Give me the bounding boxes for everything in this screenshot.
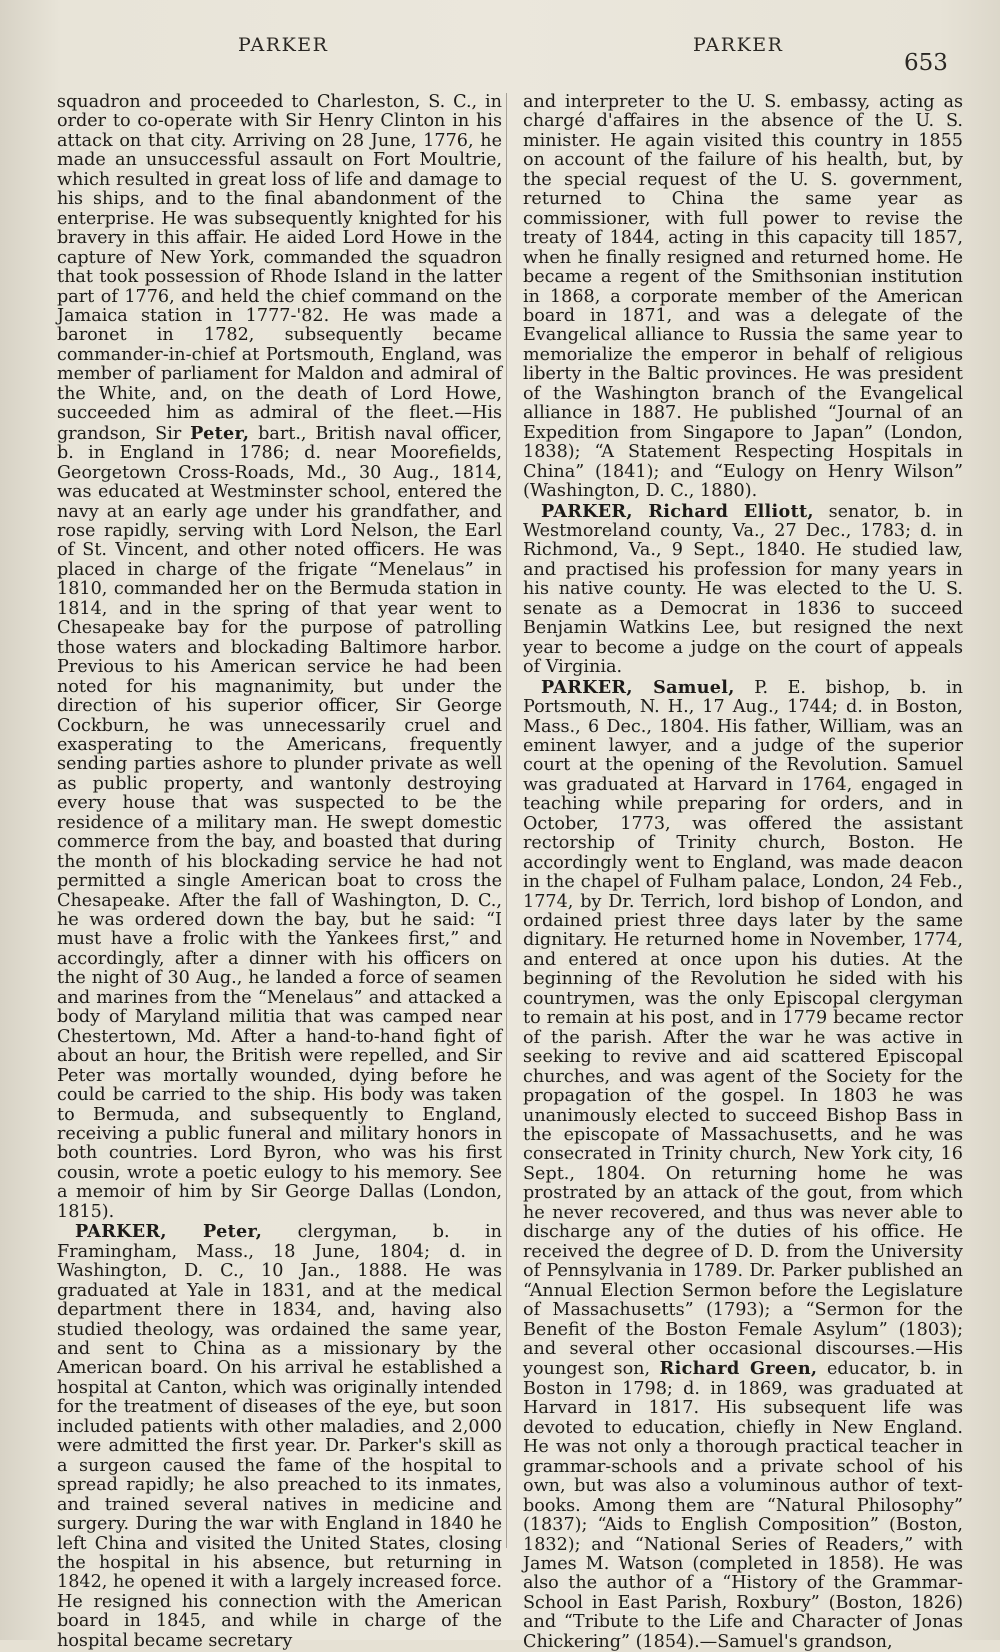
paragraph-text: and interpreter to the U. S. embassy, acting as chargé d'affaires in the absence of the U. S. minister. He again visited this country in 1855 on account of the failure of his health, but, by the special request of the U. S. government, returned to China the same year as commissioner, with full power to revise the treaty of 1844, acting in this capacity till 1857, when he finally resigned and returned home. He became a regent of the Smithsonian institution in 1868, a corporate member of the American board in 1871, and was a delegate of the Evangelical alliance to Russia the same year to memorialize the emperor in behalf of religious liberty in the Baltic provinces. He was president of the Washington branch of the Evangelical alliance in 1887. He published “Journal of an Expedition from Singapore to Japan” (London, 1838); “A Statement Respecting Hospitals in China” (1841); and “Eulogy on Henry Wilson” (Washington, D. C., 1880).	[523, 92, 963, 502]
entry-parker-richard-elliott	[523, 502, 963, 678]
paragraph-parker-peter-admiral	[57, 93, 502, 1222]
entry-name-richard-green: Richard Green,	[659, 1358, 818, 1380]
paragraph-parker-peter-continued	[523, 93, 963, 502]
entry-text: senator, b. in Westmoreland county, Va., 27 Dec., 1783; d. in Richmond, Va., 9 Sept., 1840. He studied law, and practised his profession for many years in his native county. He was elected to the U. S. senate as a Democrat in 1836 to succeed Benjamin Watkins Lee, but resigned the next year to become a judge on the court of appeals of Virginia.	[523, 501, 963, 678]
paragraph-text: squadron and proceeded to Charleston, S. C., in order to co-operate with Sir Henry Clinton in his attack on that city. Arriving on 28 June, 1776, he made an unsuccessful assault on Fort Moultrie, which resulted in great loss of life and damage to his ships, and to the final abandonment of the enterprise. He was subsequently knighted for his bravery in this affair. He aided Lord Howe in the capture of New York, commanded the squadron that took possession of Rhode Island in the latter part of 1776, and held the chief command on the Jamaica station in 1777-'82. He was made a baronet in 1782, subsequently became commander-in-chief at Portsmouth, England, was member of parliament for Maldon and admiral of the White, and, on the death of Lord Howe, succeeded him as admiral of the fleet.—His grandson, Sir	[57, 92, 502, 444]
entry-parker-peter-clergyman	[57, 1222, 502, 1651]
running-head-right: PARKER	[693, 34, 784, 56]
right-column	[523, 93, 963, 1652]
entry-name-peter-bart: Peter,	[190, 422, 250, 444]
entry-heading: PARKER, Peter,	[75, 1221, 263, 1243]
entry-heading: PARKER, Richard Elliott,	[541, 500, 814, 522]
entry-text: P. E. bishop, b. in Portsmouth, N. H., 17 Aug., 1744; d. in Boston, Mass., 6 Dec., 1804. His father, William, was an eminent lawyer, and a judge of the superior court at the opening of the Revolution. Samuel was graduated at Harvard in 1764, engaged in teaching while preparing for orders, and in October, 1773, was offered the assistant rectorship of Trinity church, Boston. He accordingly went to England, was made deacon in the chapel of Fulham palace, London, 24 Feb., 1774, by Dr. Terrich, lord bishop of London, and ordained priest three days later by the same dignitary. He returned home in November, 1774, and entered at once upon his duties. At the beginning of the Revolution he sided with his countrymen, was the only Episcopal clergyman to remain at his post, and in 1779 became rector of the parish. After the war he was active in seeking to revive and aid scattered Episcopal churches, and was agent of the Society for the propagation of the gospel. In 1803 he was unanimously elected to succeed Bishop Bass in the episcopate of Massachusetts, and he was consecrated in Trinity church, New York city, 16 Sept., 1804. On returning home he was prostrated by an attack of the gout, from which he never recovered, and thus was never able to discharge any of the duties of his office. He received the degree of D. D. from the University of Pennsylvania in 1789. Dr. Parker published an “Annual Election Sermon before the Legislature of Massachusetts” (1793); a “Sermon for the Benefit of the Boston Female Asylum” (1803); and several other occasional discourses.—His youngest son,	[523, 677, 963, 1380]
entry-text: educator, b. in Boston in 1798; d. in 1869, was graduated at Harvard in 1817. His subsequent life was devoted to education, chiefly in New England. He was not only a thorough practical teacher in grammar-schools and a private school of his own, but was also a voluminous author of text-books. Among them are “Natural Philosophy” (1837); “Aids to English Composition” (Boston, 1832); and “National Series of Readers,” with James M. Watson (completed in 1858). He was also the author of a “History of the Grammar-School in East Parish, Roxbury” (Boston, 1826) and “Tribute to the Life and Character of Jonas Chickering” (1854).—Samuel's grandson,	[523, 1359, 963, 1652]
column-divider	[506, 93, 507, 1548]
left-column	[57, 93, 502, 1651]
paragraph-text: bart., British naval officer, b. in England in 1786; d. near Moorefields, Georgetown Cross-Roads, Md., 30 Aug., 1814, was educated at Westminster school, entered the navy at an early age under his grandfather, and rose rapidly, serving with Lord Nelson, the Earl of St. Vincent, and other noted officers. He was placed in charge of the frigate “Menelaus” in 1810, commanded her on the Bermuda station in 1814, and in the spring of that year went to Chesapeake bay for the purpose of patrolling those waters and blockading Baltimore harbor. Previous to his American service he had been noted for his magnanimity, but under the direction of his superior officer, Sir George Cockburn, he was unnecessarily cruel and exasperating to the Americans, frequently sending parties ashore to plunder private as well as public property, and wantonly destroying every house that was suspected to be the residence of a military man. He swept domestic commerce from the bay, and boasted that during the month of his blockading service he had not permitted a single American boat to cross the Chesapeake. After the fall of Washington, D. C., he was ordered down the bay, but he said: “I must have a frolic with the Yankees first,” and accordingly, after a dinner with his officers on the night of 30 Aug., he landed a force of seamen and marines from the “Menelaus” and attacked a body of Maryland militia that was camped near Chestertown, Md. After a hand-to-hand fight of about an hour, the British were repelled, and Sir Peter was mortally wounded, dying before he could be carried to the ship. His body was taken to Bermuda, and subsequently to England, receiving a public funeral and military honors in both countries. Lord Byron, who was his first cousin, wrote a poetic eulogy to his memory. See a memoir of him by Sir George Dallas (London, 1815).	[57, 423, 502, 1222]
entry-heading: PARKER, Samuel,	[541, 676, 735, 698]
entry-text: clergyman, b. in Framingham, Mass., 18 June, 1804; d. in Washington, D. C., 10 Jan., 1888. He was graduated at Yale in 1831, and at the medical department there in 1834, and, having also studied theology, was ordained the same year, and sent to China as a missionary by the American board. On his arrival he established a hospital at Canton, which was originally intended for the treatment of diseases of the eye, but soon included patients with other maladies, and 2,000 were admitted the first year. Dr. Parker's skill as a surgeon caused the fame of the hospital to spread rapidly; he also preached to its inmates, and trained several natives in medicine and surgery. During the war with England in 1840 he left China and visited the United States, closing the hospital in his absence, but returning in 1842, he opened it with a largely increased force. He resigned his connection with the American board in 1845, and while in charge of the hospital became secretary	[57, 1222, 502, 1651]
entry-parker-samuel	[523, 678, 963, 1652]
page-number: 653	[904, 50, 948, 76]
running-head-left: PARKER	[238, 34, 329, 56]
